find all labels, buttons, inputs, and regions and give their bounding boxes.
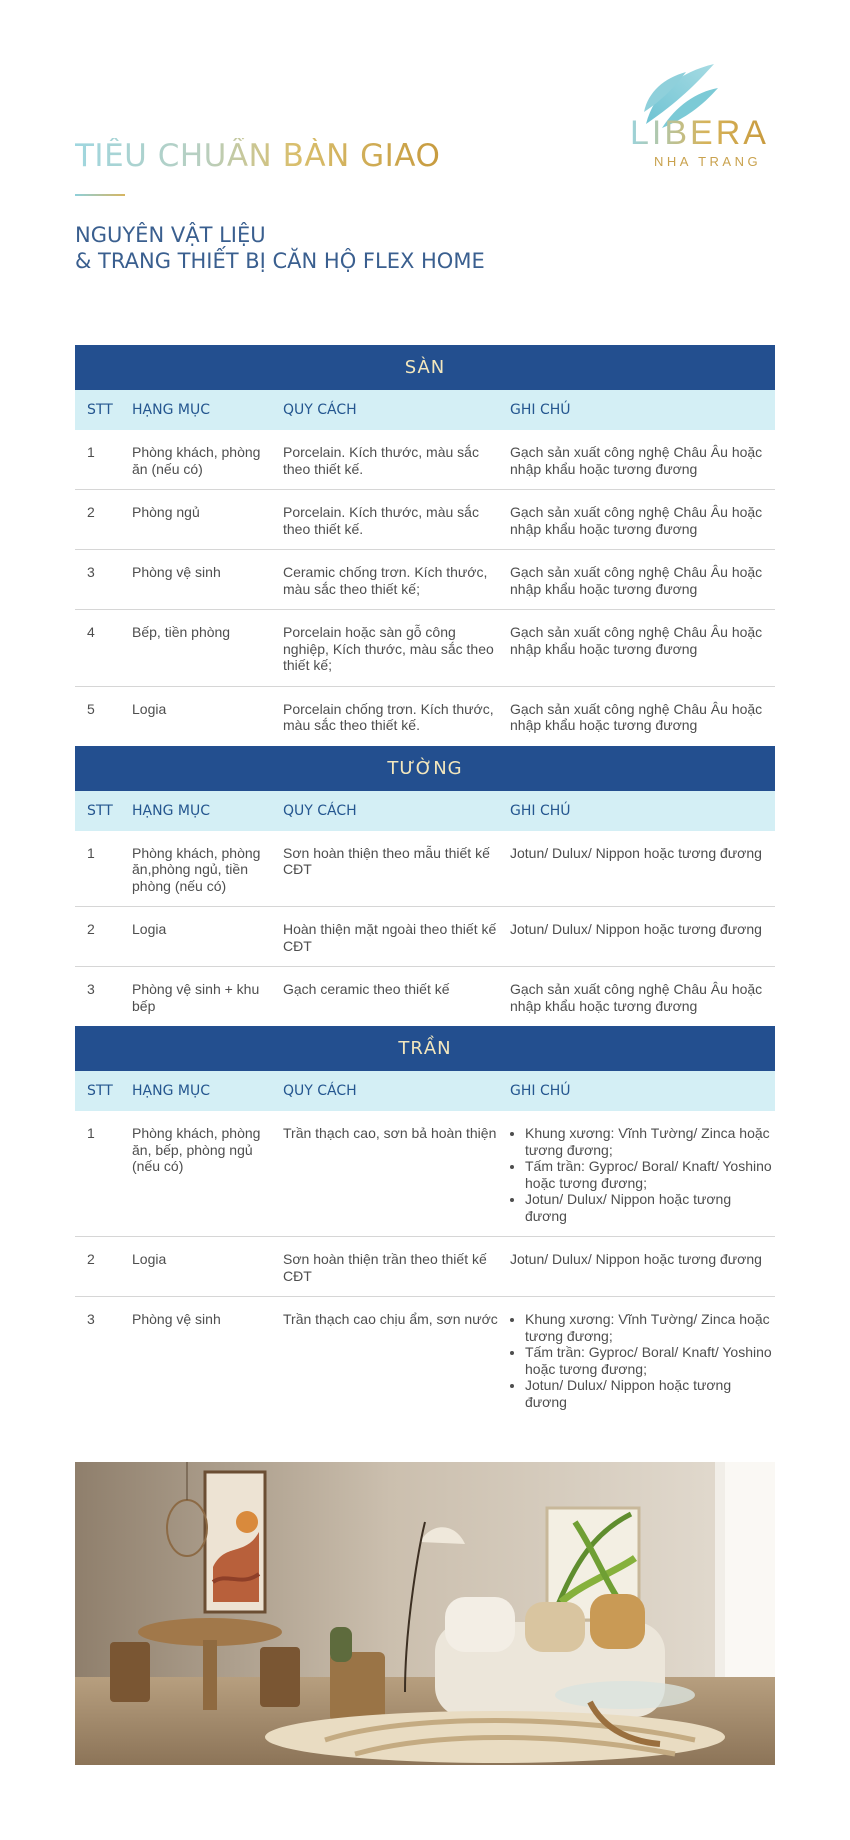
table-row — [75, 610, 775, 687]
table-row — [75, 1111, 775, 1237]
note-list-item: • Jotun/ Dulux/ Nippon hoặc tương đương — [525, 1191, 775, 1224]
cell-spec: Hoàn thiện mặt ngoài theo thiết kế CĐT — [283, 921, 497, 954]
cell-note: Gạch sản xuất công nghệ Châu Âu hoặc nhập khẩu hoặc tương đương — [510, 700, 763, 733]
cell-item: Logia — [132, 921, 167, 937]
cell-item: Logia — [132, 1251, 167, 1267]
cell-item: Phòng khách, phòng ăn (nếu có) — [132, 444, 261, 477]
cell-item: Phòng khách, phòng ăn, bếp, phòng ngủ (nếu có) — [132, 1125, 261, 1174]
table-header — [75, 791, 775, 831]
logo-city: NHA TRANG — [654, 154, 762, 169]
cell-note: Gạch sản xuất công nghệ Châu Âu hoặc nhập khẩu hoặc tương đương — [510, 981, 763, 1014]
cell-item: Phòng khách, phòng ăn,phòng ngủ, tiền phòng (nếu có) — [132, 844, 261, 894]
cell-spec: Sơn hoàn thiện trần theo thiết kế CĐT — [283, 1251, 487, 1284]
note-list-item: • Khung xương: Vĩnh Tường/ Zinca hoặc tương đương; — [525, 1311, 775, 1344]
cell-note: Gạch sản xuất công nghệ Châu Âu hoặc nhập khẩu hoặc tương đương — [510, 444, 763, 477]
subtitle-line-1: NGUYÊN VẬT LIỆU — [75, 223, 266, 247]
cell-stt: 3 — [87, 564, 95, 580]
col-header-note: GHI CHÚ — [510, 1083, 571, 1099]
table-header — [75, 390, 775, 430]
cell-spec: Porcelain. Kích thước, màu sắc theo thiết kế. — [283, 504, 479, 537]
cell-stt: 3 — [87, 1311, 95, 1327]
cell-stt: 1 — [87, 444, 95, 460]
table-row — [75, 907, 775, 967]
cell-item: Phòng ngủ — [132, 504, 200, 520]
subtitle-line-2: & TRANG THIẾT BỊ CĂN HỘ FLEX HOME — [75, 249, 485, 273]
cell-stt: 2 — [87, 504, 95, 520]
section-title: TRẦN — [75, 1026, 775, 1071]
cell-note: Jotun/ Dulux/ Nippon hoặc tương đương — [510, 844, 762, 861]
table-row — [75, 687, 775, 746]
cell-spec: Gạch ceramic theo thiết kế — [283, 981, 450, 997]
interior-photo — [75, 1462, 775, 1765]
cell-item: Logia — [132, 700, 167, 717]
cell-spec: Trần thạch cao, sơn bả hoàn thiện — [283, 1125, 497, 1141]
table-row — [75, 1237, 775, 1297]
note-list-item: • Khung xương: Vĩnh Tường/ Zinca hoặc tương đương; — [525, 1125, 775, 1158]
col-header-stt: STT — [87, 1083, 113, 1099]
note-list — [510, 1125, 775, 1224]
table-header — [75, 1071, 775, 1111]
col-header-spec: QUY CÁCH — [283, 402, 357, 418]
cell-stt: 3 — [87, 981, 95, 997]
cell-note: Jotun/ Dulux/ Nippon hoặc tương đương — [510, 921, 762, 937]
libera-logo — [622, 62, 782, 174]
col-header-stt: STT — [87, 802, 113, 819]
col-header-item: HẠNG MỤC — [132, 1083, 210, 1099]
col-header-item: HẠNG MỤC — [132, 802, 210, 819]
table-row — [75, 1297, 775, 1422]
cell-note: Gạch sản xuất công nghệ Châu Âu hoặc nhập khẩu hoặc tương đương — [510, 564, 763, 597]
page-subtitle — [75, 222, 485, 274]
cell-spec: Porcelain. Kích thước, màu sắc theo thiết kế. — [283, 444, 479, 477]
table-row — [75, 430, 775, 490]
cell-item: Bếp, tiền phòng — [132, 624, 231, 640]
cell-item: Phòng vệ sinh — [132, 564, 221, 580]
section-title: TƯỜNG — [75, 746, 775, 791]
cell-spec: Trần thạch cao chịu ẩm, sơn nước — [283, 1311, 498, 1327]
col-header-stt: STT — [87, 402, 113, 418]
cell-stt: 1 — [87, 844, 95, 861]
cell-spec: Porcelain hoặc sàn gỗ công nghiệp, Kích thước, màu sắc theo thiết kế; — [283, 624, 494, 673]
cell-item: Phòng vệ sinh — [132, 1311, 221, 1327]
title-divider — [75, 194, 125, 196]
cell-item: Phòng vệ sinh + khu bếp — [132, 981, 260, 1014]
table-row — [75, 490, 775, 550]
table-row — [75, 550, 775, 610]
cell-stt: 5 — [87, 700, 95, 717]
note-list-item: • Jotun/ Dulux/ Nippon hoặc tương đương — [525, 1377, 775, 1410]
cell-spec: Sơn hoàn thiện theo mẫu thiết kế CĐT — [283, 844, 490, 877]
logo-brand: LIBERA — [630, 114, 769, 152]
table-row — [75, 967, 775, 1026]
spec-table — [75, 345, 775, 1422]
col-header-item: HẠNG MỤC — [132, 402, 210, 418]
note-list-item: • Tấm trần: Gyproc/ Boral/ Knaft/ Yoshino hoặc tương đương; — [525, 1158, 775, 1191]
cell-note — [510, 1297, 775, 1422]
col-header-note: GHI CHÚ — [510, 802, 571, 819]
cell-stt: 2 — [87, 921, 95, 937]
col-header-note: GHI CHÚ — [510, 402, 571, 418]
cell-note: Jotun/ Dulux/ Nippon hoặc tương đương — [510, 1251, 762, 1267]
note-list-item: • Tấm trần: Gyproc/ Boral/ Knaft/ Yoshino hoặc tương đương; — [525, 1344, 775, 1377]
cell-stt: 2 — [87, 1251, 95, 1267]
cell-spec: Porcelain chống trơn. Kích thước, màu sắc theo thiết kế. — [283, 700, 494, 733]
cell-stt: 1 — [87, 1125, 95, 1141]
cell-note: Gạch sản xuất công nghệ Châu Âu hoặc nhập khẩu hoặc tương đương — [510, 624, 763, 657]
page-title: TIÊU CHUẨN BÀN GIAO — [75, 138, 441, 174]
note-list — [510, 1311, 775, 1410]
section-title: SÀN — [75, 345, 775, 390]
cell-note — [510, 1111, 775, 1236]
cell-note: Gạch sản xuất công nghệ Châu Âu hoặc nhập khẩu hoặc tương đương — [510, 504, 763, 537]
col-header-spec: QUY CÁCH — [283, 802, 357, 819]
cell-stt: 4 — [87, 624, 95, 640]
cell-spec: Ceramic chống trơn. Kích thước, màu sắc theo thiết kế; — [283, 564, 488, 597]
table-row — [75, 831, 775, 908]
col-header-spec: QUY CÁCH — [283, 1083, 357, 1099]
